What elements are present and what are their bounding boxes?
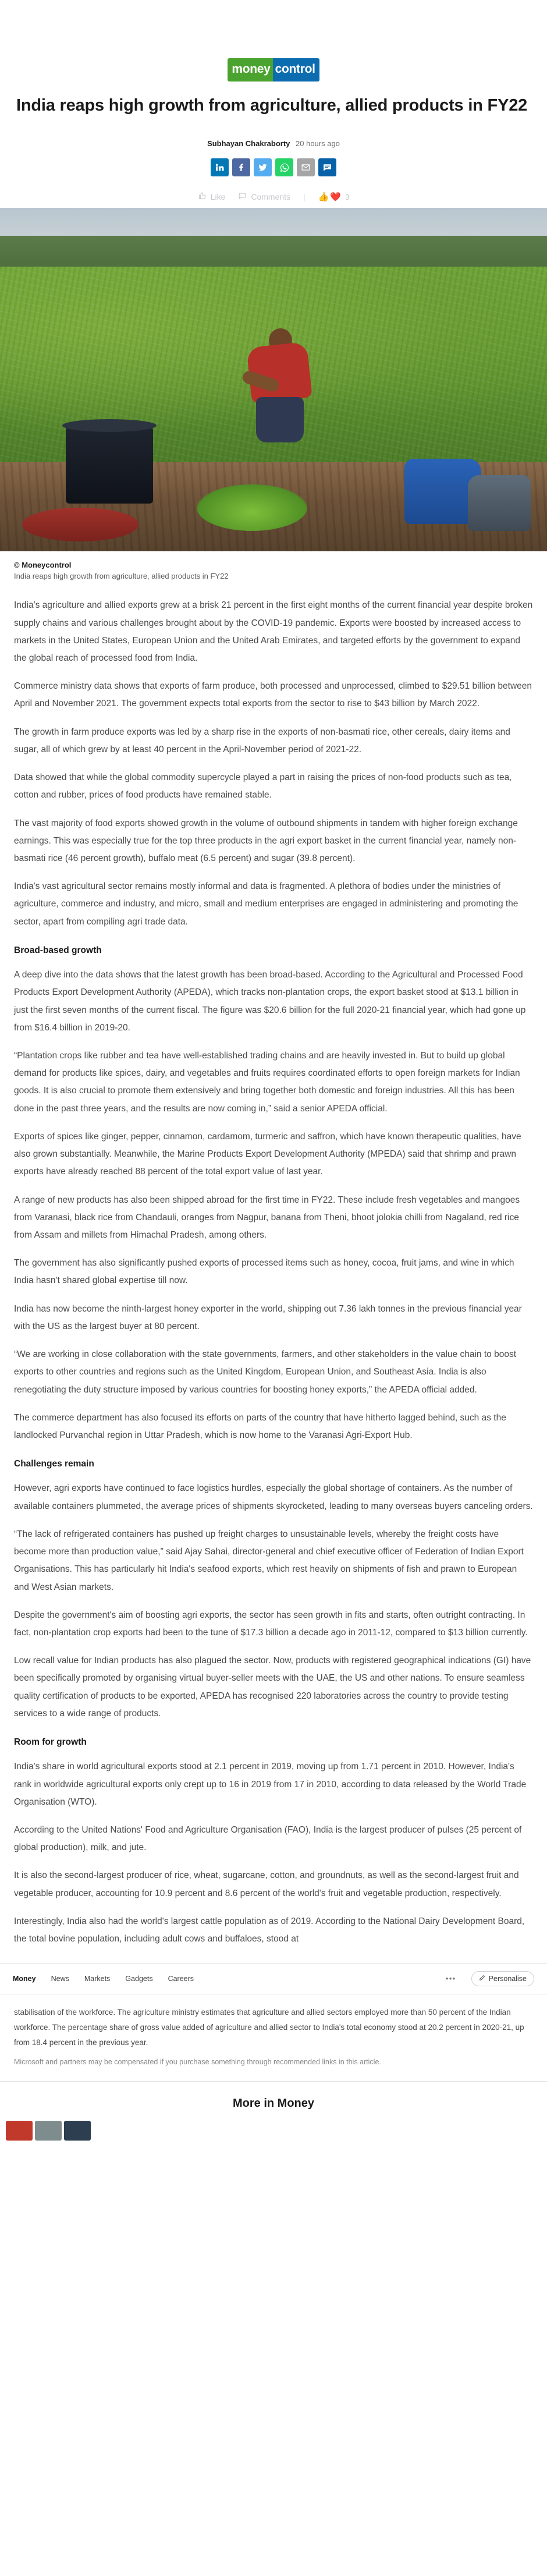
social-reaction-bar [0, 192, 547, 208]
divider: | [303, 192, 306, 202]
overflow-menu-icon[interactable]: ••• [446, 1975, 456, 1983]
article-paragraph: Exports of spices like ginger, pepper, cinnamon, cardamom, turmeric and saffron, which have known therapeutic qualities, have also grown substantially. Meanwhile, the Marine Products Export Development Authority (MPEDA) said that shrimp and prawn exports have already reached 88 percent of the total export value of last year. [14, 1131, 521, 1177]
article-paragraph: “The lack of refrigerated containers has pushed up freight charges to unsustainable levels, whereby the freight costs have become more than production value,” said Ajay Sahai, director-general and chief executive officer of Federation of Indian Export Organisations. This has particularly hit India's seafood exports, which rest heavily on shipments of fish and prawn to European and West Asian markets. [14, 1529, 524, 1592]
nav-item-money[interactable]: Money [13, 1975, 36, 1983]
section-subheading: Challenges remain [14, 1459, 94, 1469]
more-in-money-heading: More in Money [0, 2081, 547, 2121]
black-drum [66, 425, 153, 504]
section-subheading: Broad-based growth [14, 945, 102, 955]
moneycontrol-logo[interactable] [228, 58, 319, 76]
article-body [14, 597, 533, 1948]
bottom-navigation-bar [0, 1963, 547, 1994]
thumbs-up-outline-icon [198, 192, 207, 202]
grey-sack [468, 475, 531, 531]
thumbnail-1[interactable] [6, 2121, 33, 2141]
farmer-figure [241, 325, 317, 450]
article-paragraph: The commerce department has also focused its efforts on parts of the country that have hitherto lagged behind, such as the landlocked Purvanchal region in Uttar Pradesh, which is now home to the Varanasi Agri-Export Hub. [14, 1412, 506, 1440]
nav-item-gadgets[interactable]: Gadgets [125, 1975, 153, 1983]
facebook-icon[interactable] [232, 158, 250, 176]
continued-text: stabilisation of the workforce. The agriculture ministry estimates that agriculture and allied sectors employed more than 50 percent of the Indian workforce. The percentage share of gross value added of agriculture and allied sector to India's total economy stood at 20.2 percent in 2020-21, up from 18.4 percent in the previous year. [14, 2008, 524, 2047]
article-paragraph: India's vast agricultural sector remains mostly informal and data is fragmented. A plethora of bodies under the ministries of agriculture, commerce and industry, and micro, small and medium enterprises are engaged in administering and promoting the sector, apart from compiling agri trade data. [14, 881, 518, 927]
author-name[interactable]: Subhayan Chakraborty [207, 139, 290, 148]
article-paragraph: However, agri exports have continued to face logistics hurdles, especially the global shortage of containers. As the number of available containers plummeted, the average prices of shipments skyrocketed, leading to many overseas buyers canceling orders. [14, 1483, 533, 1511]
nav-item-markets[interactable]: Markets [84, 1975, 111, 1983]
article-paragraph: India's agriculture and allied exports grew at a brisk 21 percent in the first eight months of the current financial year despite broken supply chains and various challenges brought about by the COVID-19 pandemic. Exports were boosted by increased access to markets in the United States, European Union and the United Arab Emirates, and targeted efforts by the government to expand the global reach of processed food from India. [14, 600, 533, 664]
article-paragraph: India has now become the ninth-largest honey exporter in the world, shipping out 7.36 lakh tonnes in the previous financial year with the US as the largest buyer at 80 percent. [14, 1303, 522, 1331]
comment-icon[interactable] [318, 158, 336, 176]
masthead [0, 0, 547, 86]
red-basin [22, 508, 138, 541]
article-paragraph: According to the United Nations' Food and Agriculture Organisation (FAO), India is the largest producer of pulses (25 percent of global production), milk, and jute. [14, 1824, 522, 1853]
social-share-row [0, 158, 547, 176]
article-paragraph: Despite the government's aim of boosting agri exports, the sector has seen growth in fits and starts, often outright contracting. In fact, non-plantation crop exports had been to the tune of $17.3 billion a decade ago in 2011-12, compared to $13 billion currently. [14, 1610, 528, 1638]
reaction-summary[interactable] [318, 192, 350, 202]
image-credit: © Moneycontrol [14, 561, 72, 570]
article-paragraph: Commerce ministry data shows that exports of farm produce, both processed and unprocessed, climbed to $29.51 billion between April and November 2021. The government expects total exports from the sector to rise to $43 billion by March 2022. [14, 681, 532, 709]
reaction-count: 3 [345, 192, 350, 201]
nav-item-news[interactable]: News [51, 1975, 69, 1983]
linkedin-icon[interactable] [211, 158, 229, 176]
thumbnail-3[interactable] [64, 2121, 91, 2141]
byline [0, 139, 547, 148]
comments-label: Comments [251, 192, 291, 202]
article-paragraph: The growth in farm produce exports was led by a sharp rise in the exports of non-basmati rice, other cereals, dairy items and sugar, all of which grew by at least 40 percent in the April-November period of 2021-22. [14, 727, 510, 754]
comment-bubble-icon [238, 192, 247, 202]
personalise-label: Personalise [488, 1975, 527, 1983]
whatsapp-icon[interactable] [275, 158, 293, 176]
logo-text-money: money [228, 58, 272, 82]
article-paragraph: India's share in world agricultural exports stood at 2.1 percent in 2019, moving up from 1.71 percent in 2010. However, India's rank in worldwide agricultural exports only crept up to 16 in 2019 from 17 in 2010, according to data released by the World Trade Organisation (WTO). [14, 1762, 527, 1807]
comments-button[interactable] [238, 192, 290, 202]
article-paragraph: Data showed that while the global commodity supercycle played a part in raising the prices of non-food products such as tea, cotton and rubber, prices of food products have remained stable. [14, 773, 512, 800]
publish-timestamp: 20 hours ago [296, 139, 340, 148]
article-paragraph: A range of new products has also been shipped abroad for the first time in FY22. These include fresh vegetables and mangoes from Varanasi, black rice from Chandauli, oranges from Nagpur, banana from Theni, bhoot jolokia chilli from Nagaland, red rice from Assam and millets from Himachal Pradesh, among others. [14, 1195, 520, 1240]
article-hero-image [0, 208, 547, 551]
image-caption-block [14, 561, 533, 580]
thumbs-up-emoji-icon: 👍 [318, 192, 329, 203]
article-paragraph: Low recall value for Indian products has also plagued the sector. Now, products with registered geographical indications (GI) have been specifically promoted by organising virtual buyer-seller meets with the UAE, the US and other nations. To ensure seamless quality certification of products to be exported, APEDA has recognised 220 laboratories across the country to provide testing services to a wide range of products. [14, 1656, 531, 1718]
email-icon[interactable] [297, 158, 315, 176]
more-thumbnail-strip [0, 2121, 547, 2149]
affiliate-disclaimer: Microsoft and partners may be compensated if you purchase something through recommended links in this article. [14, 2057, 381, 2066]
image-caption: India reaps high growth from agriculture, allied products in FY22 [14, 572, 229, 581]
like-button[interactable] [198, 192, 226, 202]
pencil-icon [479, 1975, 485, 1983]
article-paragraph: It is also the second-largest producer of rice, wheat, sugarcane, cotton, and groundnuts, as well as the second-largest fruit and vegetable producer, accounting for 10.9 percent and 8.6 percent of the world's fruit and vegetable production, respectively. [14, 1870, 519, 1898]
logo-text-control: control [273, 58, 319, 82]
article-paragraph: The government has also significantly pushed exports of processed items such as honey, cocoa, fruit jams, and wine in which India hasn't shared global expertise till now. [14, 1258, 514, 1286]
article-paragraph: “Plantation crops like rubber and tea have well-established trading chains and are heavily invested in. But to build up global demand for products like spices, dairy, and vegetables and fruits requires coordinated efforts to open foreign markets for Indian goods. It is also crucial to promote them extensively and bring together both domestic and foreign industries. All this has been done in the past three years, and the results are now coming in,” said a senior APEDA official. [14, 1051, 520, 1114]
page-title: India reaps high growth from agriculture, allied products in FY22 [16, 96, 528, 115]
section-subheading: Room for growth [14, 1737, 87, 1748]
thumbnail-2[interactable] [35, 2121, 62, 2141]
heart-emoji-icon: ❤️ [330, 192, 342, 203]
personalise-button[interactable] [471, 1971, 534, 1986]
nav-item-careers[interactable]: Careers [168, 1975, 194, 1983]
article-paragraph: A deep dive into the data shows that the latest growth has been broad-based. According to the Agricultural and Processed Food Products Export Development Authority (APEDA), which tracks non-plantation crops, the export basket stood at $13.1 billion in just the first seven months of the current fiscal. The figure was $20.6 billion for the full 2020-21 financial year, which had gone up from $16.4 billion in 2019-20. [14, 970, 526, 1033]
article-paragraph: Interestingly, India also had the world's largest cattle population as of 2019. According to the National Dairy Development Board, the total bovine population, including adult cows and buffaloes, stood at [14, 1916, 525, 1944]
twitter-icon[interactable] [254, 158, 272, 176]
article-paragraph: The vast majority of food exports showed growth in the volume of outbound shipments in tandem with higher foreign exchange earnings. This was especially true for the top three products in the agri export basket in the current financial year, namely non-basmati rice (46 percent growth), buffalo meat (6.5 percent) and sugar (39.8 percent). [14, 818, 518, 863]
like-label: Like [210, 192, 226, 202]
article-paragraph: “We are working in close collaboration with the state governments, farmers, and other stakeholders in the value chain to boost exports to other countries and regions such as the United Kingdom, European Union, and Southeast Asia. India is also renegotiating the duty structure imposed by various countries for boosting honey exports,” the APEDA official added. [14, 1349, 517, 1395]
harvested-greens [197, 484, 307, 531]
